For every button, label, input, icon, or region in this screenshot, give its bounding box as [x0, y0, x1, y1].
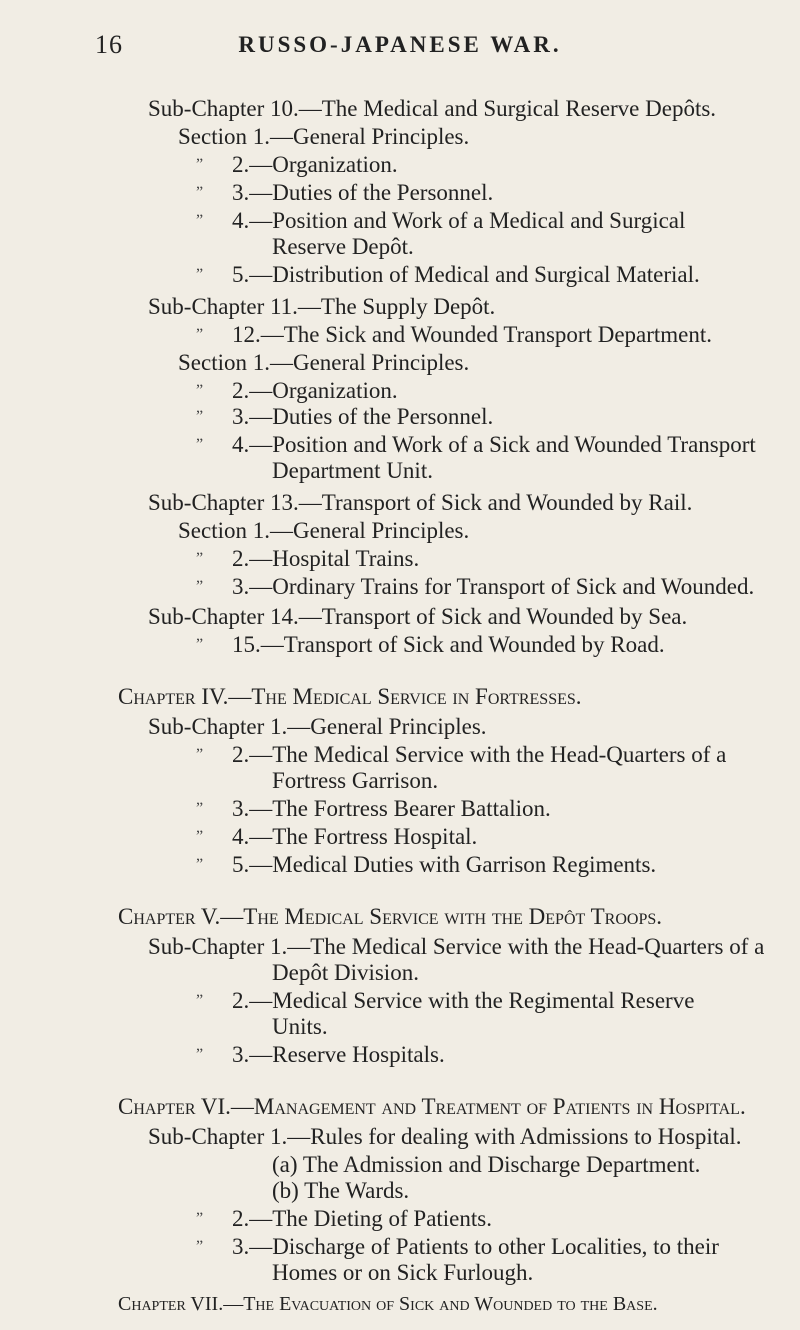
contents-line: 12.—The Sick and Wounded Transport Department.: [232, 322, 713, 347]
contents-line: 3.—Duties of the Personnel.: [232, 180, 494, 205]
contents-line: Sub-Chapter 1.—Rules for dealing with Admissions to Hospital.: [148, 1124, 742, 1149]
ditto-mark: ”: [196, 550, 204, 567]
ditto-mark: ”: [196, 184, 204, 201]
contents-line: 3.—Duties of the Personnel.: [232, 404, 494, 429]
ditto-mark: ”: [196, 326, 204, 343]
contents-line: 2.—Medical Service with the Regimental Reserve: [232, 988, 695, 1013]
ditto-mark: ”: [196, 408, 204, 425]
contents-line: 4.—Position and Work of a Sick and Wounded Transport: [232, 432, 756, 457]
chapter-heading: Chapter VII.—The Evacuation of Sick and Wounded to the Base.: [118, 1293, 658, 1315]
ditto-mark: ”: [196, 1238, 204, 1255]
contents-line: 15.—Transport of Sick and Wounded by Road.: [232, 632, 665, 657]
contents-line: 2.—Organization.: [232, 378, 398, 403]
ditto-mark: ”: [196, 1046, 204, 1063]
contents-line: 3.—The Fortress Bearer Battalion.: [232, 796, 551, 821]
contents-line: 4.—The Fortress Hospital.: [232, 824, 478, 849]
contents-line: 2.—The Medical Service with the Head-Quarters of a: [232, 742, 727, 767]
ditto-mark: ”: [196, 828, 204, 845]
contents-line: Sub-Chapter 14.—Transport of Sick and Wounded by Sea.: [148, 604, 688, 629]
contents-line: Section 1.—General Principles.: [178, 518, 470, 543]
contents-line: (b) The Wards.: [272, 1178, 410, 1203]
contents-line: Sub-Chapter 1.—The Medical Service with the Head-Quarters of a: [148, 934, 765, 959]
ditto-mark: ”: [196, 1210, 204, 1227]
contents-line: Depôt Division.: [272, 960, 419, 985]
ditto-mark: ”: [196, 856, 204, 873]
running-title: RUSSO-JAPANESE WAR.: [238, 32, 562, 57]
contents-line: Section 1.—General Principles.: [178, 124, 470, 149]
contents-line: Department Unit.: [272, 458, 433, 483]
contents-line: Homes or on Sick Furlough.: [272, 1260, 534, 1285]
contents-line: Units.: [272, 1014, 328, 1039]
contents-line: 5.—Medical Duties with Garrison Regiments.: [232, 852, 657, 877]
contents-line: Sub-Chapter 1.—General Principles.: [148, 714, 487, 739]
contents-line: (a) The Admission and Discharge Department.: [272, 1152, 701, 1177]
contents-line: 3.—Reserve Hospitals.: [232, 1042, 445, 1067]
ditto-mark: ”: [196, 212, 204, 229]
page-number: 16: [95, 30, 123, 59]
ditto-mark: ”: [196, 800, 204, 817]
contents-line: 2.—The Dieting of Patients.: [232, 1206, 492, 1231]
contents-line: 2.—Hospital Trains.: [232, 546, 420, 571]
contents-line: Reserve Depôt.: [272, 234, 414, 259]
ditto-mark: ”: [196, 156, 204, 173]
contents-line: 4.—Position and Work of a Medical and Surgical: [232, 208, 686, 233]
ditto-mark: ”: [196, 636, 204, 653]
contents-line: Section 1.—General Principles.: [178, 350, 470, 375]
ditto-mark: ”: [196, 382, 204, 399]
chapter-heading: Chapter VI.—Management and Treatment of Patients in Hospital.: [118, 1094, 746, 1119]
chapter-heading: Chapter V.—The Medical Service with the Depôt Troops.: [118, 904, 662, 929]
contents-line: Fortress Garrison.: [272, 768, 439, 793]
ditto-mark: ”: [196, 746, 204, 763]
contents-line: 2.—Organization.: [232, 152, 398, 177]
contents-line: 5.—Distribution of Medical and Surgical Material.: [232, 262, 700, 287]
ditto-mark: ”: [196, 436, 204, 453]
contents-line: Sub-Chapter 11.—The Supply Depôt.: [148, 294, 496, 319]
ditto-mark: ”: [196, 266, 204, 283]
running-header: [0, 30, 800, 70]
chapter-heading: Chapter IV.—The Medical Service in Fortresses.: [118, 684, 582, 709]
contents-line: 3.—Ordinary Trains for Transport of Sick and Wounded.: [232, 574, 755, 599]
ditto-mark: ”: [196, 992, 204, 1009]
contents-line: Sub-Chapter 10.—The Medical and Surgical Reserve Depôts.: [148, 96, 717, 121]
contents-line: 3.—Discharge of Patients to other Localities, to their: [232, 1234, 719, 1259]
ditto-mark: ”: [196, 578, 204, 595]
contents-line: Sub-Chapter 13.—Transport of Sick and Wounded by Rail.: [148, 490, 693, 515]
